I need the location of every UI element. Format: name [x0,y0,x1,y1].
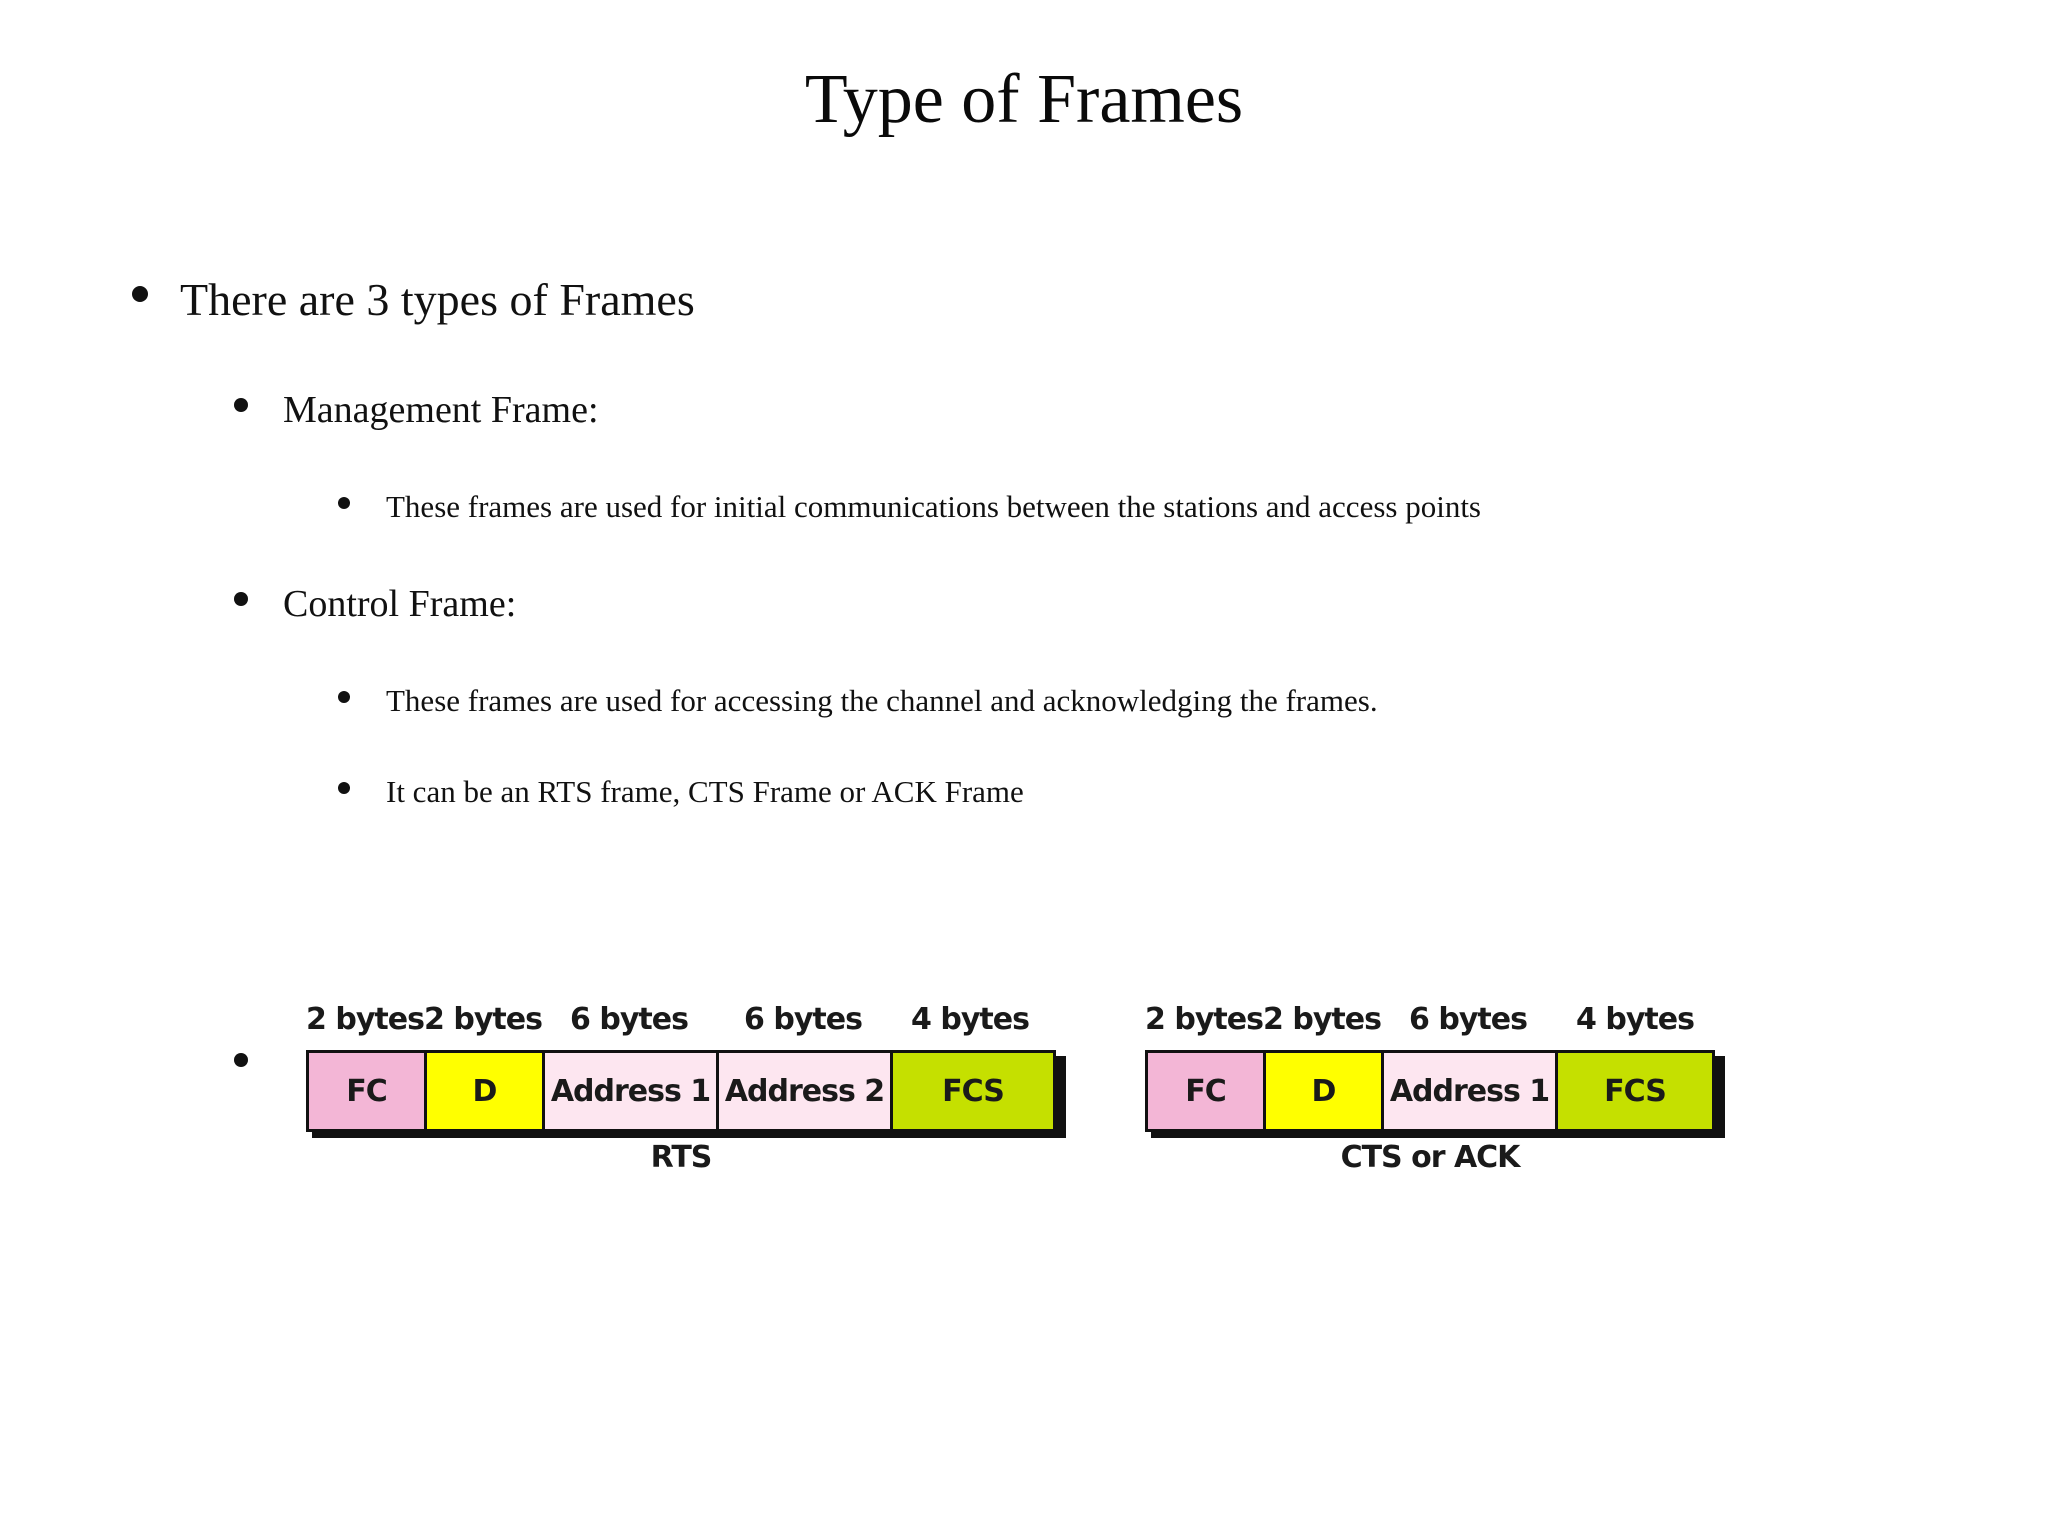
bullet-dot [338,691,350,703]
rts-bytes-fc: 2 bytes [306,1002,424,1037]
rts-bytes-address1: 6 bytes [570,1002,688,1037]
rts-frame-box [306,1050,1056,1132]
cts-field-fcs: FCS [1558,1053,1712,1129]
bullet-text: Control Frame: [283,583,517,625]
bullet-text: Management Frame: [283,389,599,431]
bullet-text: There are 3 types of Frames [180,274,695,325]
rts-field-address1: Address 1 [545,1053,719,1129]
bullet-dot [234,592,248,606]
cts-caption: CTS or ACK [1340,1140,1520,1175]
slide-title: Type of Frames [804,61,1244,138]
cts-field-address1: Address 1 [1384,1053,1558,1129]
rts-frame-diagram [306,1002,1066,1182]
bullet-dot [338,782,350,794]
bullet-dot [338,497,350,509]
rts-field-d: D [427,1053,545,1129]
rts-caption: RTS [650,1140,712,1175]
bullet-text: It can be an RTS frame, CTS Frame or ACK Frame [386,774,1024,809]
bullet-dot-empty [234,1053,248,1067]
cts-field-fc: FC [1148,1053,1266,1129]
cts-field-d: D [1266,1053,1384,1129]
cts-bytes-address1: 6 bytes [1409,1002,1527,1037]
cts-bytes-fc: 2 bytes [1145,1002,1263,1037]
cts-bytes-d: 2 bytes [1263,1002,1381,1037]
cts-frame-box [1145,1050,1715,1132]
bullet-dot [234,398,248,412]
rts-field-address2: Address 2 [719,1053,893,1129]
rts-field-fcs: FCS [893,1053,1053,1129]
cts-ack-frame-diagram [1145,1002,1725,1182]
bullet-dot [132,286,148,302]
bullet-text: These frames are used for accessing the channel and acknowledging the frames. [386,683,1378,718]
rts-bytes-address2: 6 bytes [744,1002,862,1037]
cts-bytes-fcs: 4 bytes [1576,1002,1694,1037]
rts-bytes-fcs: 4 bytes [911,1002,1029,1037]
rts-bytes-d: 2 bytes [424,1002,542,1037]
bullet-text: These frames are used for initial communications between the stations and access points [386,489,1481,524]
rts-field-fc: FC [309,1053,427,1129]
